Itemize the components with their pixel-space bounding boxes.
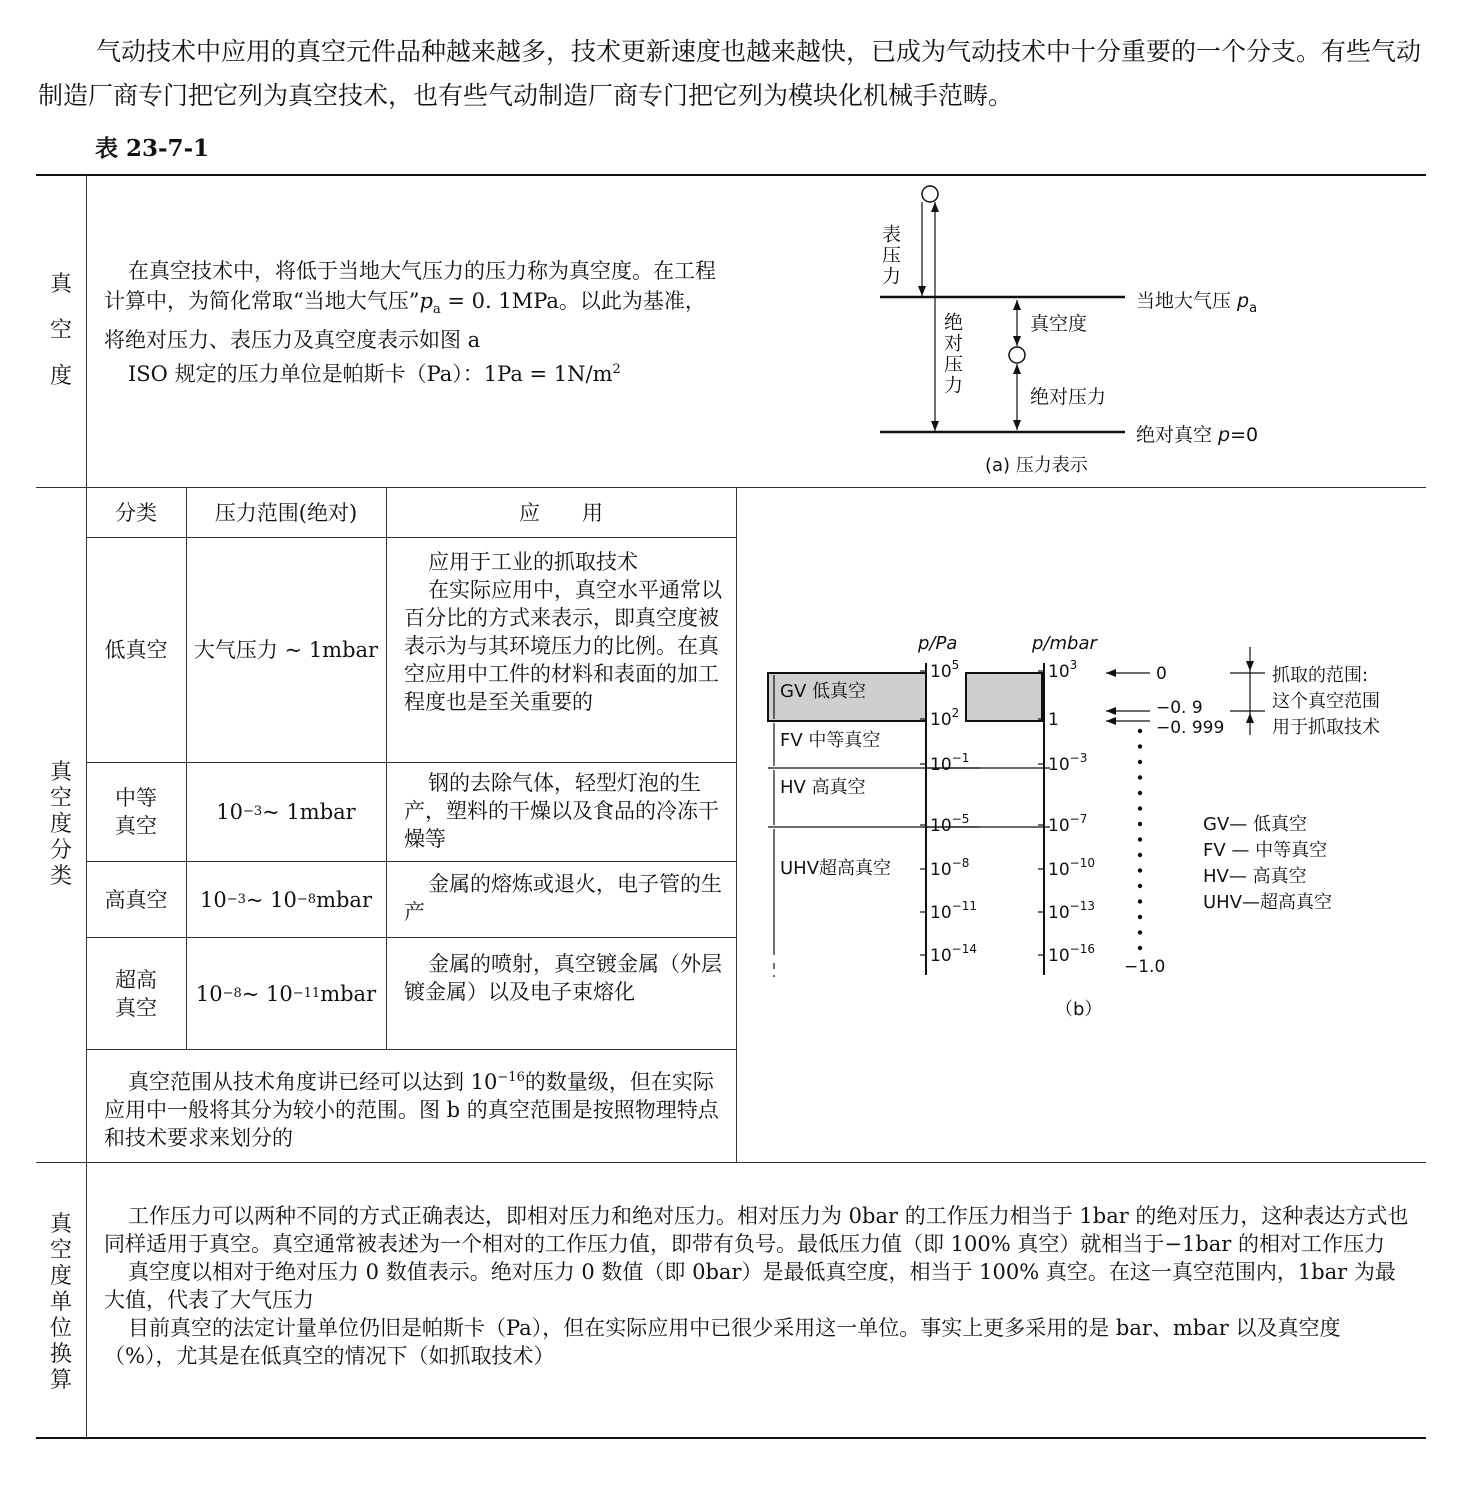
row-high-range xyxy=(186,862,386,937)
scale-dot xyxy=(1138,946,1142,950)
pa-tick-label: $10^{-11}$ xyxy=(930,899,977,923)
row-ultra-app-text: 金属的喷射，真空镀金属（外层镀金属）以及电子束熔化 xyxy=(404,952,722,1004)
rel-arrow-1-head xyxy=(1106,707,1116,715)
pa-tick-label: $10^{-5}$ xyxy=(930,812,970,836)
section3-text xyxy=(104,1202,1410,1370)
label-abs-left: 绝对压力 xyxy=(941,312,963,396)
section1-definition xyxy=(104,256,720,355)
mbar-tick-label: 1 xyxy=(1048,710,1059,730)
scale-dot xyxy=(1138,899,1142,903)
intro-text: 气动技术中应用的真空元件品种越来越多，技术更新速度也越来越快，已成为气动技术中十分重要的一个分支。有些气动制造厂商专门把它列为真空技术，也有些气动制造厂商专门把它列为模块化机械手范畴。 xyxy=(38,37,1422,110)
pa-subscript: a xyxy=(432,302,441,318)
axis-mbar-label: p/mbar xyxy=(1032,633,1097,654)
gv-range-shade-right xyxy=(966,673,1042,721)
absolute-left-arrow-top xyxy=(931,202,939,212)
scale-dot xyxy=(1138,760,1142,764)
rel-value-3: −1.0 xyxy=(1124,957,1166,977)
scale-dot xyxy=(1138,791,1142,795)
rel-arrow-2-head xyxy=(1106,717,1116,725)
gauge-arrow-head xyxy=(918,286,926,296)
row-ultra-range-b-exp: −11 xyxy=(292,985,321,1001)
rel-value-0: 0 xyxy=(1156,664,1167,684)
row-high-category: 高真空 xyxy=(104,887,168,912)
row-low-range: 大气压力 ~ 1mbar xyxy=(193,638,379,662)
mbar-tick-labels xyxy=(1038,658,1095,966)
rel-value-2: −0. 999 xyxy=(1156,718,1225,738)
label-vacuum: 真空度 xyxy=(1030,313,1088,335)
pa-tick-label: $10^5$ xyxy=(930,658,960,682)
pa-tick-label: $10^{-1}$ xyxy=(930,751,970,775)
range-fv: FV 中等真空 xyxy=(780,730,881,751)
legend-fv: FV — 中等真空 xyxy=(1203,840,1328,861)
row-ultra-category xyxy=(86,938,186,1049)
row-ultra-range-a: 10 xyxy=(195,981,223,1006)
scale-dot xyxy=(1138,775,1142,779)
pa-symbol: p xyxy=(419,289,433,313)
row-medium-range xyxy=(186,763,386,861)
section1-text-part1: 在真空技术中，将低于当地大气压力的压力称为真空度。在工程计算中，为简化常取“当地大气压” xyxy=(104,259,716,313)
intro-paragraph xyxy=(38,30,1428,118)
section2-heading-text: 真空度分类 xyxy=(49,760,72,889)
row-ultra-range xyxy=(186,938,386,1049)
section3-paragraph-1: 工作压力可以两种不同的方式正确表达，即相对压力和绝对压力。相对压力为 0bar 的工作压力相当于 1bar 的绝对压力，这种表达方式也同样适用于真空。真空通常被表述为一个相对的工作压力值，即带有负号。最低压力值（即 100% 真空）就相当于−1bar 的相对工作压力 xyxy=(104,1204,1409,1256)
section3-paragraph-3: 目前真空的法定计量单位仍旧是帕斯卡（Pa），但在实际应用中已很少采用这一单位。事实上更多采用的是 bar、mbar 以及真空度（%），尤其是在低真空的情况下（如抓取技术） xyxy=(104,1316,1341,1368)
row-ultra-range-a-exp: −8 xyxy=(222,985,242,1001)
mbar-tick-label: $10^{-10}$ xyxy=(1048,856,1095,880)
rel-value-1: −0. 9 xyxy=(1156,698,1203,718)
grip-arrow-bottom xyxy=(1246,713,1254,723)
row-medium-application xyxy=(404,769,722,853)
grip-note-line3: 用于抓取技术 xyxy=(1272,717,1380,738)
vacuum-arrow-top xyxy=(1013,300,1021,310)
row-high-app-text: 金属的熔炼或退火，电子管的生产 xyxy=(404,872,722,924)
section2-heading xyxy=(36,760,86,890)
mbar-tick-label: $10^{-3}$ xyxy=(1048,751,1088,775)
row-high-range-unit: mbar xyxy=(316,887,372,912)
row-ultra-category-text: 超高真空 xyxy=(115,967,157,1020)
section1-text-part2: = 0. 1MPa。以此为基准，将绝对压力、表压力及真空度表示如图 a xyxy=(104,289,706,353)
mbar-tick-label: $10^{-16}$ xyxy=(1048,942,1095,966)
scale-dot xyxy=(1138,837,1142,841)
axis-pa-label: p/Pa xyxy=(918,633,958,654)
section1-iso xyxy=(104,355,720,389)
row-medium-range-rest: ~ 1mbar xyxy=(262,800,356,824)
row-low-app-line2: 在实际应用中，真空水平通常以百分比的方式来表示，即真空度被表示为与其环境压力的比例。在真空应用中工件的材料和表面的加工程度也是至关重要的 xyxy=(404,578,722,714)
row-high-range-b: ~ 10 xyxy=(245,887,297,912)
row-low-category: 低真空 xyxy=(104,638,168,662)
label-abs-right: 绝对压力 xyxy=(1030,386,1107,408)
table-top-rule xyxy=(36,174,1426,176)
mbar-tick-label: $10^{-7}$ xyxy=(1048,812,1088,836)
section1-text xyxy=(104,256,720,389)
absolute-left-arrow-bottom xyxy=(931,421,939,431)
note-part-b: 的数量级，但在实际应用中一般将其分为较小的范围。图 b 的真空范围是按照物理特点和技术要求来划分的 xyxy=(104,1070,719,1150)
inner-table-right-border xyxy=(736,488,737,1162)
range-hv: HV 高真空 xyxy=(780,777,866,798)
mbar-tick-label: $10^{-13}$ xyxy=(1048,899,1095,923)
dotted-scale xyxy=(1138,729,1142,950)
mbar-tick-label: $10^3$ xyxy=(1048,658,1078,682)
figure-a-caption: (a) 压力表示 xyxy=(985,455,1088,476)
section3-heading-text: 真空度单位换算 xyxy=(49,1212,72,1393)
section3-heading xyxy=(36,1212,86,1394)
gauge-point-circle xyxy=(922,186,938,202)
row-rule-4 xyxy=(86,1049,736,1050)
legend-uhv: UHV—超高真空 xyxy=(1203,892,1333,913)
grip-note-line1: 抓取的范围: xyxy=(1272,665,1369,686)
col-divider-2 xyxy=(386,488,387,1049)
section1-heading xyxy=(36,262,86,400)
scale-dot xyxy=(1138,868,1142,872)
table-caption: 表 23-7-1 xyxy=(95,135,210,162)
row-high-range-a: 10 xyxy=(200,887,227,912)
section1-heading-text: 真空度 xyxy=(49,272,72,389)
row-medium-range-exp: −3 xyxy=(243,804,263,819)
scale-dot xyxy=(1138,915,1142,919)
scale-dot xyxy=(1138,884,1142,888)
note-part-a: 真空范围从技术角度讲已经可以达到 10 xyxy=(128,1070,498,1094)
row-ultra-application xyxy=(404,950,722,1006)
range-uhv: UHV超高真空 xyxy=(780,858,892,879)
scale-dot xyxy=(1138,729,1142,733)
grip-arrow-top xyxy=(1246,661,1254,671)
figure-b-vacuum-ranges xyxy=(760,625,1420,1025)
abs-right-arrow-bottom xyxy=(1013,420,1021,430)
figure-a-pressure-diagram xyxy=(860,178,1320,483)
row-medium-category xyxy=(86,763,186,861)
row-high-application xyxy=(404,870,722,926)
iso-text: ISO 规定的压力单位是帕斯卡（Pa）：1Pa = 1N/m xyxy=(128,362,613,387)
pa-tick-label: $10^{-14}$ xyxy=(930,942,977,966)
row-medium-app-text: 钢的去除气体，轻型灯泡的生产，塑料的干燥以及食品的冷冻干燥等 xyxy=(404,771,719,851)
row-low-application xyxy=(404,548,722,716)
header-category: 分类 xyxy=(115,500,157,525)
label-absolute-zero: 绝对真空 p=0 xyxy=(1136,424,1259,446)
scale-dot xyxy=(1138,930,1142,934)
legend-gv: GV— 低真空 xyxy=(1203,814,1307,835)
pa-tick-label: $10^2$ xyxy=(930,706,960,730)
grip-note-line2: 这个真空范围 xyxy=(1272,691,1380,712)
scale-dot xyxy=(1138,822,1142,826)
note-exponent: −16 xyxy=(497,1070,525,1085)
table-bottom-rule xyxy=(36,1437,1426,1439)
label-gauge-pressure: 表压力 xyxy=(879,224,901,287)
scale-dot xyxy=(1138,744,1142,748)
section-divider-2 xyxy=(36,1162,1426,1163)
header-application: 应 用 xyxy=(519,500,603,525)
pa-tick-label: $10^{-8}$ xyxy=(930,856,970,880)
row-low-app-line1: 应用于工业的抓取技术 xyxy=(428,550,638,574)
row-medium-range-base: 10 xyxy=(216,800,243,824)
abs-right-arrow-top xyxy=(1013,364,1021,374)
section3-paragraph-2: 真空度以相对于绝对压力 0 数值表示。绝对压力 0 数值（即 0bar）是最低真空度，相当于 100% 真空。在这一真空范围内，1bar 为最大值，代表了大气压力 xyxy=(104,1260,1396,1312)
vacuum-arrow-bottom xyxy=(1013,336,1021,346)
range-gv: GV 低真空 xyxy=(780,681,866,702)
iso-superscript: 2 xyxy=(612,362,621,378)
scale-dot xyxy=(1138,853,1142,857)
header-range: 压力范围(绝对) xyxy=(214,500,358,525)
row-high-range-a-exp: −3 xyxy=(226,891,246,907)
row-ultra-range-b: ~ 10 xyxy=(241,981,293,1006)
row-high-range-b-exp: −8 xyxy=(296,891,317,907)
rel-arrow-0-head xyxy=(1106,669,1116,677)
section2-note xyxy=(104,1064,722,1152)
row-ultra-range-unit: mbar xyxy=(320,981,377,1006)
figure-b-caption: （b） xyxy=(1055,999,1103,1020)
legend-hv: HV— 高真空 xyxy=(1203,866,1307,887)
vacuum-point-circle xyxy=(1009,347,1025,363)
scale-dot xyxy=(1138,806,1142,810)
row-medium-category-text: 中等真空 xyxy=(115,786,157,838)
label-atmosphere: 当地大气压 $p_a$ xyxy=(1136,290,1258,316)
